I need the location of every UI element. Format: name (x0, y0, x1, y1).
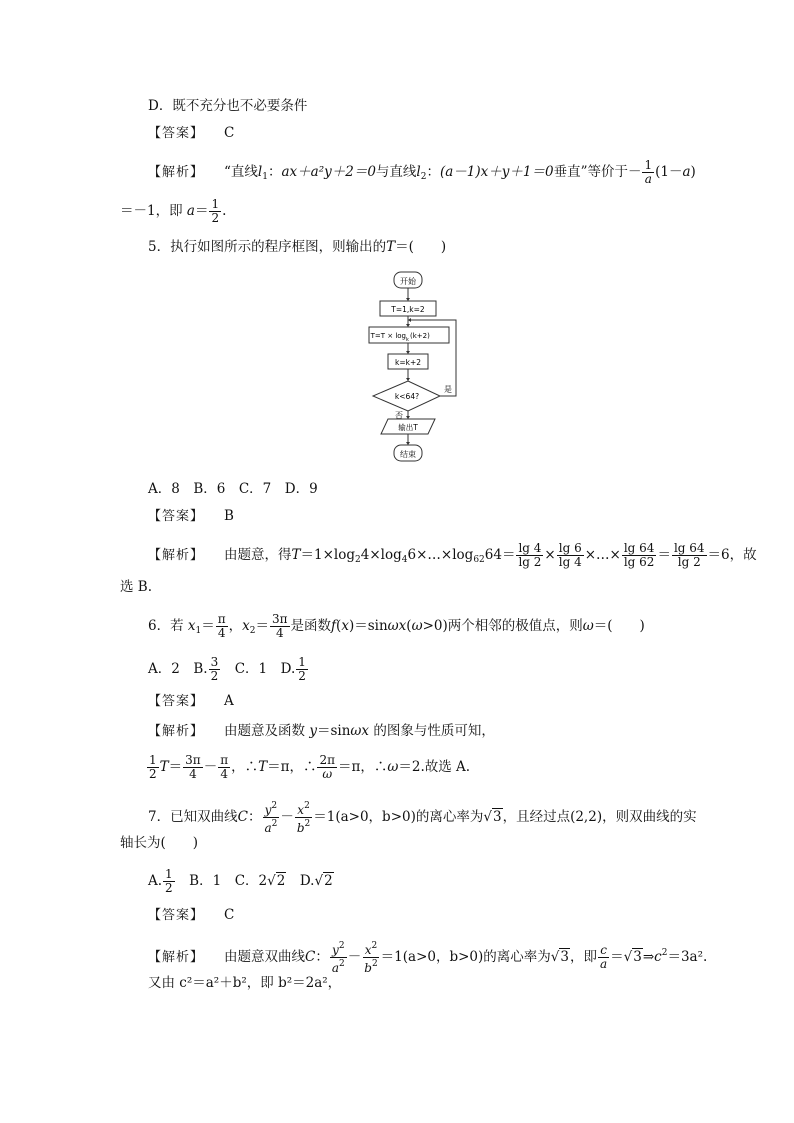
question-6-options: A．2 B. $\frac{3}{2}$ C．1 D. $\frac{1}{2}$ (148, 655, 306, 683)
analysis-q6-line2: $\frac{1}{2}$ T＝ $\frac{3\pi}{4}$ － $\frac{\pi}{4}$ ，∴T＝π，∴ $\frac{2\pi}{\omega}$ ＝π，∴ω＝2.故选 A. (149, 753, 471, 781)
l2-equation: (a－1)x＋y＋1＝0 (439, 164, 554, 180)
analysis-text: 由题意及函数 (224, 723, 306, 739)
analysis-text: 由题意双曲线 (224, 949, 306, 965)
analysis-q6-line1: 【解析】 由题意及函数 y＝sinωx 的图象与性质可知， (148, 723, 495, 739)
question-text: ，且经过点(2,2)，则双曲线的实 (502, 809, 697, 825)
question-7-options: A. $\frac{1}{2}$ B．1 C．2√2 D.√2 (148, 867, 333, 895)
answer-row-q6 (148, 692, 234, 711)
answer-value: C (224, 125, 235, 141)
flow-condition: k<64? (394, 392, 420, 401)
analysis-text: ＝2.故选 A. (398, 759, 471, 775)
analysis-tag: 【解析】 (148, 950, 205, 965)
flow-process-end: (k+2) (410, 332, 430, 340)
analysis-q7-line2: 又由 c²＝a²＋b²，即 b²＝2a²， (148, 975, 342, 991)
flow-init: T=1,k=2 (391, 305, 425, 314)
analysis-q4-line1: 【解析】 “直线$l_1$：ax＋a²y＋2＝0与直线$l_2$：(a－1)x＋y＋1＝0垂直”等价于－ $\frac{1}{a}$ (1－a) (148, 158, 696, 186)
flow-no: 否 (395, 411, 403, 420)
question-7-stem: 7．已知双曲线C： $\frac{y^2}{a^2}$ － $\frac{x^2}{b^2}$ ＝1(a>0，b>0)的离心率为√3，且经过点(2,2)，则双曲线的实 (148, 801, 697, 835)
question-7-stem-line2: 轴长为( ) (120, 835, 199, 851)
option-text: D. (286, 873, 315, 889)
question-text: 是函数 (290, 618, 332, 634)
fraction: $\frac{1}{a}$ (644, 158, 653, 186)
question-text: 7．已知双曲线 (148, 809, 238, 825)
flow-yes: 是 (444, 385, 452, 394)
answer-row-q4 (148, 124, 234, 143)
analysis-q7-line1: 【解析】 由题意双曲线C： $\frac{y^2}{a^2}$ － $\frac{x^2}{b^2}$ ＝1(a>0，b>0)的离心率为√3，即 $\frac{c}{a}$ $=√3\Rightarrow c^2=3a^2$. (148, 941, 708, 975)
question-6-stem: 6．若 $x_1=$ $\frac{\pi}{4}$ ，$x_2=$ $\frac{3\pi}{4}$ 是函数f(x)＝sinωx(ω>0)两个相邻的极值点，则ω＝( ) (148, 612, 645, 640)
option-text: A．2 B. (148, 661, 208, 677)
flow-process-sub: k (406, 337, 409, 343)
analysis-text: “直线 (224, 164, 258, 180)
answer-tag: 【答案】 (148, 694, 205, 709)
analysis-tag: 【解析】 (148, 165, 205, 180)
analysis-text: ＝－1，即 (120, 203, 183, 219)
answer-value: B (224, 508, 234, 524)
question-var: T (386, 239, 396, 255)
answer-value: C (224, 907, 235, 923)
question-text: 5．执行如图所示的程序框图，则输出的 (148, 239, 387, 255)
flow-increment: k=k+2 (394, 358, 422, 367)
analysis-text: ，即 (570, 949, 597, 965)
analysis-text: 由题意，得 (224, 547, 292, 563)
analysis-text: ＝1(a>0，b>0)的离心率为 (380, 949, 551, 965)
analysis-q5-line2: 选 B. (120, 579, 153, 595)
option-text: C．1 D. (221, 661, 296, 677)
analysis-tag: 【解析】 (148, 548, 205, 563)
question-5-stem (148, 238, 446, 256)
flowchart (360, 268, 470, 468)
analysis-q4-line2: ＝－1，即 a＝ $\frac{1}{2}$ . (120, 197, 227, 225)
question-text: ＝( ) (395, 239, 447, 255)
analysis-text: ＝6，故 (707, 547, 757, 563)
analysis-q5-line1: 【解析】 由题意，得$T=1\times\log_24\times\log_46\times\dots\times\log_{62}64=$ $\frac{\lg 4}{\lg 2}$ × $\frac{\lg 6}{\lg 4}$ ×…× $\frac{\lg 64}{\lg 62}$ ＝ $\frac{\lg 64}{\lg 2}$ ＝6，故 (148, 541, 757, 569)
analysis-tag: 【解析】 (148, 724, 205, 739)
fraction: $\frac{1}{2}$ (211, 197, 220, 225)
analysis-text: ＝3a². (667, 949, 708, 965)
question-5-options: A．8 B．6 C．7 D．9 (148, 481, 318, 497)
flow-start: 开始 (400, 277, 416, 286)
answer-tag: 【答案】 (148, 908, 205, 923)
analysis-text: 垂直”等价于 (553, 164, 628, 180)
answer-tag: 【答案】 (148, 126, 205, 141)
option-text: B．1 C．2 (175, 873, 268, 889)
question-text: ＝1(a>0，b>0)的离心率为 (313, 809, 484, 825)
l1-equation: ax＋a²y＋2＝0 (281, 164, 376, 180)
flow-process: T=T × log (370, 332, 406, 340)
flow-output: 输出T (398, 423, 418, 432)
answer-row-q5 (148, 507, 234, 526)
answer-value: A (224, 693, 234, 709)
question-text: 两个相邻的极值点，则 (447, 618, 583, 634)
analysis-text: 的图象与性质可知， (373, 723, 495, 739)
answer-tag: 【答案】 (148, 509, 205, 524)
flow-end: 结束 (400, 450, 416, 459)
question-text: ＝( ) (593, 618, 645, 634)
analysis-text: 与直线 (375, 164, 417, 180)
option-d: D．既不充分也不必要条件 (148, 98, 308, 114)
answer-row-q7 (148, 906, 234, 925)
question-text: 6．若 (148, 618, 184, 634)
